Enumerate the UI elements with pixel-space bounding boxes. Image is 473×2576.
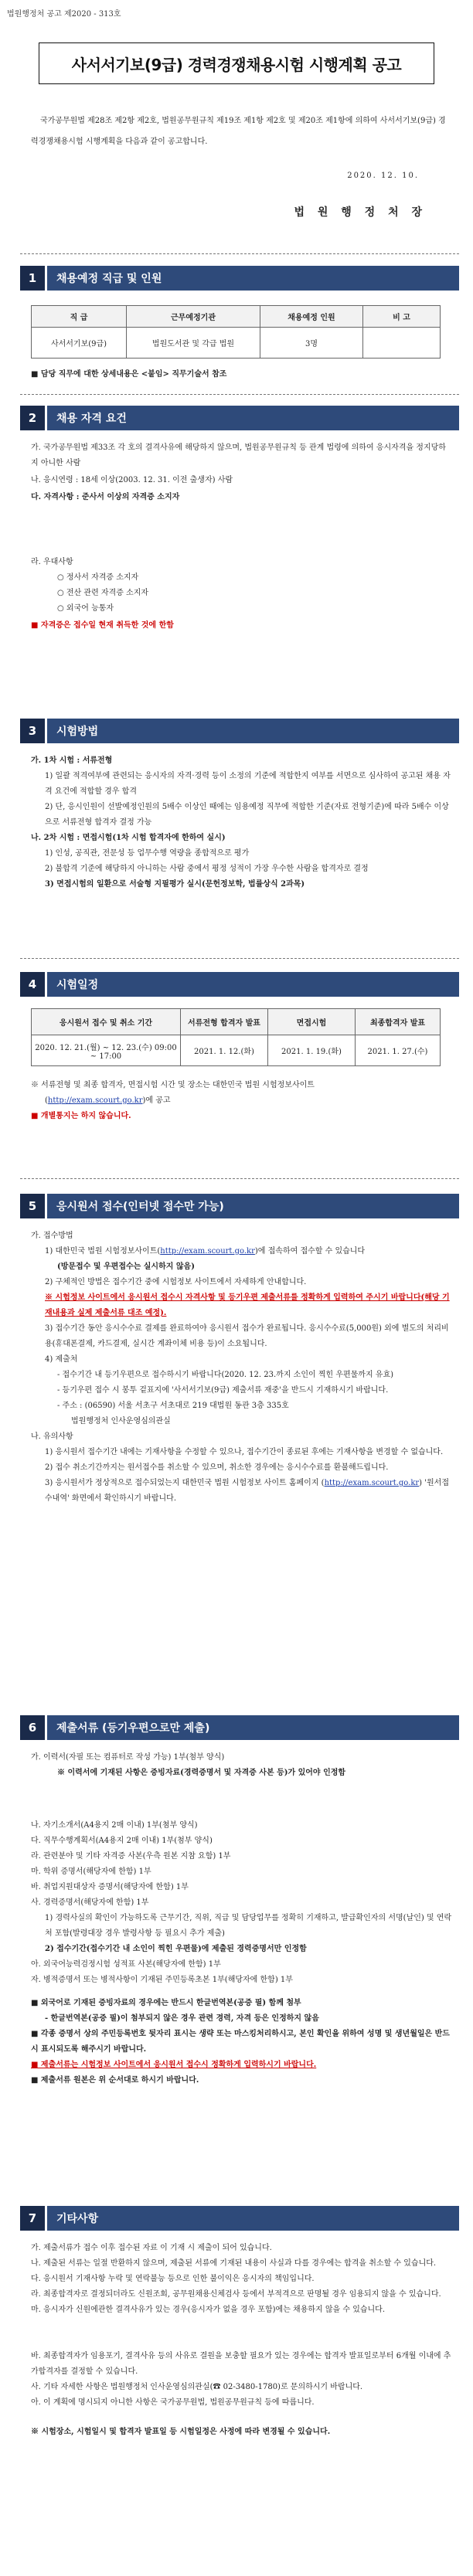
misc-item: 다. 응시원서 기재사항 누락 및 연락불능 등으로 인한 불이익은 응시자의 책임입니다. [31, 2275, 315, 2283]
section-title: 시험일정 [45, 972, 459, 997]
document-item: 가. 이력서(자필 또는 컴퓨터로 작성 가능) 1부(첨부 양식) [31, 1753, 225, 1762]
method-text: 3) 접수기간 동안 응시수수료 결제를 완료하여야 응시원서 접수가 완료됩니다. 응시수수료(5,000원) 외에 별도의 처리비용(휴대폰결제, 카드결제, 실시간 계좌이체 비용 등)이 소요됩니다. [45, 1324, 449, 1348]
method-text: 2) 구체적인 방법은 접수기간 중에 시험정보 사이트에서 자세하게 안내합니다. [45, 1278, 307, 1286]
document-item: 사. 경력증명서(해당자에 한함) 1부 [31, 1898, 149, 1907]
schedule-table [31, 1008, 441, 1066]
misc-item: 마. 응시자가 신원에관한 결격사유가 있는 경우(응시자가 없을 경우 포함)에는 채용하지 않을 수 있습니다. [31, 2306, 386, 2314]
document-item: 마. 학위 증명서(해당자에 한함) 1부 [31, 1867, 151, 1876]
table-cell: 2020. 12. 21.(월) ~ 12. 23.(수) 09:00 ~ 17:00 [32, 1035, 181, 1066]
document-detail: 1) 경력사실의 확인이 가능하도록 근무기간, 직위, 직급 및 담당업무를 정확히 기재하고, 발급확인자의 서명(날인) 및 연락처 포함(발령대장 경우 발령사항 등 필요시 추가 제출) [45, 1914, 452, 1938]
section6-body [31, 1750, 452, 2088]
exam-stage: 가. 1차 시험 : 서류전형 [31, 756, 113, 765]
section-header-7 [20, 2206, 459, 2231]
section-number: 3 [20, 719, 45, 743]
input-warning: ※ 시험정보 사이트에서 응시원서 접수시 자격사항 및 등기우편 제출서류를 정확하게 입력하여 주시기 바랍니다(해당 기재내용과 실제 제출서류 대조 예정). [45, 1293, 450, 1317]
table-header: 채용예정 인원 [260, 306, 363, 328]
table-cell: 사서서기보(9급) [32, 328, 127, 359]
subsection-title: 나. 유의사항 [31, 1432, 73, 1441]
section5-body [31, 1229, 452, 1507]
table-header-row [32, 306, 441, 328]
document-item: 자. 병적증명서 또는 병적사항이 기재된 주민등록초본 1부(해당자에 한함) 1부 [31, 1976, 293, 1984]
section2-body [31, 440, 452, 634]
exam-detail: 1) 일괄 적격여부에 관련되는 응시자의 자격·경력 등이 소정의 기준에 적합한지 여부를 서면으로 심사하여 공고된 채용 자격 요건에 적합할 경우 합격 [45, 772, 451, 796]
divider [20, 253, 459, 254]
section-number: 4 [20, 972, 45, 997]
table-cell: 3명 [260, 328, 363, 359]
section-title: 기타사항 [45, 2206, 459, 2231]
exam-detail: 2) 불합격 기준에 해당하지 아니하는 사람 중에서 평정 성적이 가장 우수한 사람을 합격자로 결정 [45, 865, 369, 873]
issuing-organization: 법 원 행 정 처 장 [294, 206, 427, 219]
section-number: 2 [20, 406, 45, 430]
table-header: 서류전형 합격자 발표 [181, 1009, 268, 1035]
table-header: 최종합격자 발표 [356, 1009, 441, 1035]
section-number: 7 [20, 2206, 45, 2231]
note-tail: )에 공고 [142, 1096, 171, 1105]
final-note: ※ 시험장소, 시험일시 및 합격자 발표일 등 시험일정은 사정에 따라 변경될 수 있습니다. [31, 2428, 331, 2436]
table-cell [363, 328, 441, 359]
submission-office: 법원행정처 인사운영심의관실 [71, 1417, 171, 1426]
section4-notes [31, 1078, 452, 1124]
document-title: 사서서기보(9급) 경력경쟁채용시험 시행계획 공고 [39, 42, 434, 84]
submission-address: - 주소 : (06590) 서울 서초구 서초대로 219 대법원 동관 3층 335호 [57, 1402, 289, 1410]
exam-stage: 나. 2차 시험 : 면접시험(1차 시험 합격자에 한하여 실시) [31, 834, 226, 842]
table-cell: 2021. 1. 19.(화) [268, 1035, 356, 1066]
section-title: 채용예정 직급 및 인원 [45, 266, 459, 291]
table-header: 응시원서 접수 및 취소 기간 [32, 1009, 181, 1035]
section-header-4 [20, 972, 459, 997]
misc-item: 라. 최종합격자로 결정되더라도 신원조회, 공무원채용신체검사 등에서 부적격으로 판명될 경우 임용되지 않을 수 있습니다. [31, 2290, 441, 2299]
no-individual-notice: ■ 개별통지는 하지 않습니다. [31, 1112, 131, 1120]
requirement-item: 라. 우대사항 [31, 558, 73, 566]
method-text: )에 접속하여 접수할 수 있습니다 [254, 1247, 366, 1256]
caution-item: ) '원서접수내역' 화면에서 확인하시기 바랍니다. [45, 1479, 449, 1503]
divider [20, 1178, 459, 1179]
misc-item: 아. 이 계획에 명시되지 아니한 사항은 국가공무원법, 법원공무원규칙 등에 따릅니다. [31, 2398, 315, 2407]
method-text: 4) 제출처 [45, 1355, 78, 1364]
caution-item: 2) 접수 취소기간까지는 원서접수를 취소할 수 있으며, 취소한 경우에는 응시수수료를 환불해드립니다. [45, 1463, 389, 1472]
section7-body [31, 2241, 452, 2440]
table-cell: 2021. 1. 27.(수) [356, 1035, 441, 1066]
document-item: 라. 관련분야 및 기타 자격증 사본(우측 원본 지참 요함) 1부 [31, 1852, 231, 1861]
submission-detail: - 접수기간 내 등기우편으로 접수하시기 바랍니다(2020. 12. 23.까지 소인이 찍힌 우편물까지 유효) [57, 1371, 394, 1379]
section-title: 제출서류 (등기우편으로만 제출) [45, 1715, 459, 1740]
exam-detail: 3) 면접시험의 일환으로 서술형 지필평가 실시(문헌정보학, 법률상식 2과목) [45, 880, 305, 889]
section2-note: ■ 자격증은 접수일 현재 취득한 것에 한함 [31, 621, 174, 630]
section-header-3 [20, 719, 459, 743]
method-text: 1) 대한민국 법원 시험정보사이트( [45, 1247, 161, 1256]
document-detail: 2) 접수기간(접수기간 내 소인이 찍힌 우편물)에 제출된 경력증명서만 인정함 [45, 1945, 307, 1953]
method-note: (방문접수 및 우편접수는 실시하지 않음) [57, 1263, 195, 1271]
misc-item: 가. 제출서류가 접수 이후 접수된 자료 이 기재 시 제출이 되어 있습니다. [31, 2244, 272, 2252]
section-number: 6 [20, 1715, 45, 1740]
positions-table [31, 305, 441, 359]
announcement-number: 법원행정처 공고 제2020 - 313호 [7, 10, 121, 19]
table-row [32, 1035, 441, 1066]
section3-body [31, 753, 452, 892]
section-header-6 [20, 1715, 459, 1740]
divider [20, 394, 459, 395]
section-header-2 [20, 406, 459, 430]
exam-detail: 1) 인성, 공직관, 전문성 등 업무수행 역량을 종합적으로 평가 [45, 849, 250, 858]
document-note: ※ 이력서에 기재된 사항은 증빙자료(경력증명서 및 자격증 사본 등)가 있어야 인정함 [57, 1769, 346, 1777]
requirement-item: 다. 자격사항 : 준사서 이상의 자격증 소지자 [31, 493, 180, 501]
preference-item: ○ 정사서 자격증 소지자 [57, 573, 139, 582]
requirement-item: 가. 국가공무원법 제33조 각 호의 결격사유에 해당하지 않으며, 법원공무원규칙 등 관계 법령에 의하여 응시자격을 정지당하지 아니한 사람 [31, 443, 446, 467]
schedule-note: ※ 서류전형 및 최종 합격자, 면접시험 시간 및 장소는 대한민국 법원 시험정보사이트 [31, 1081, 315, 1089]
document-item: 나. 자기소개서(A4용지 2매 이내) 1부(첨부 양식) [31, 1821, 198, 1830]
misc-item: 사. 기타 자세한 사항은 법원행정처 인사운영심의관실(☎ 02-3480-1780)로 문의하시기 바랍니다. [31, 2383, 363, 2391]
announcement-date: 2020. 12. 10. [347, 172, 419, 180]
document-notice: ■ 제출서류 원본은 위 순서대로 하시기 바랍니다. [31, 2076, 199, 2085]
requirement-item: 나. 응시연령 : 18세 이상(2003. 12. 31. 이전 출생자) 사람 [31, 476, 233, 484]
document-item: 다. 직무수행계획서(A4용지 2매 이내) 1부(첨부 양식) [31, 1837, 213, 1845]
table-header: 비 고 [363, 306, 441, 328]
preference-item: ○ 외국어 능통자 [57, 604, 114, 613]
paren: ( [45, 1096, 48, 1105]
section-header-1 [20, 266, 459, 291]
subsection-title: 가. 접수방법 [31, 1232, 73, 1240]
document-item: 아. 외국어능력검정시험 성적표 사본(해당자에 한함) 1부 [31, 1960, 221, 1969]
section-title: 시험방법 [45, 719, 459, 743]
section-number: 5 [20, 1194, 45, 1218]
divider [20, 958, 459, 959]
exam-site-link[interactable]: http://exam.scourt.go.kr [160, 1247, 255, 1256]
table-header: 근무예정기관 [127, 306, 260, 328]
table-header-row [32, 1009, 441, 1035]
intro-paragraph: 국가공무원법 제28조 제2항 제2호, 법원공무원규칙 제19조 제1항 제2호 및 제20조 제1항에 의하여 사서서기보(9급) 경력경쟁채용시험 시행계획을 다음과 같이 공고합니다. [31, 117, 446, 146]
table-cell: 2021. 1. 12.(화) [181, 1035, 268, 1066]
document-notice: ■ 각종 증명서 상의 주민등록번호 뒷자리 표시는 생략 또는 마스킹처리하시고, 본인 확인을 위하여 성명 및 생년월일은 반드시 표시되도록 해주시기 바랍니다. [31, 2030, 450, 2054]
section-title: 채용 자격 요건 [45, 406, 459, 430]
table-header: 면접시험 [268, 1009, 356, 1035]
document-notice: ■ 외국어로 기재된 증빙자료의 경우에는 반드시 한글번역본(공증 필) 함께 첨부 [31, 1999, 301, 2007]
document-warning: ■ 제출서류는 시험정보 사이트에서 응시원서 접수시 정확하게 입력하시기 바랍니다. [31, 2061, 317, 2069]
table-header: 직 급 [32, 306, 127, 328]
document-notice: - 한글번역본(공증 필)이 첨부되지 않은 경우 관련 경력, 자격 등은 인정하지 않음 [45, 2014, 319, 2023]
submission-detail: - 등기우편 접수 시 봉투 겉표지에 '사서서기보(9급) 제출서류 재중'을 반드시 기재하시기 바랍니다. [57, 1386, 389, 1395]
table-cell: 법원도서관 및 각급 법원 [127, 328, 260, 359]
misc-item: 바. 최종합격자가 임용포기, 결격사유 등의 사유로 결원을 보충할 필요가 있는 경우에는 합격자 발표일로부터 6개월 이내에 추가합격자를 결정할 수 있습니다. [31, 2352, 451, 2376]
section-number: 1 [20, 266, 45, 291]
preference-item: ○ 전산 관련 자격증 소지자 [57, 589, 149, 597]
exam-site-link[interactable]: http://exam.scourt.go.kr [47, 1096, 143, 1105]
table-row [32, 328, 441, 359]
misc-item: 나. 제출된 서류는 일절 반환하지 않으며, 제출된 서류에 기재된 내용이 사실과 다를 경우에는 합격을 취소할 수 있습니다. [31, 2259, 437, 2268]
exam-site-link[interactable]: http://exam.scourt.go.kr [324, 1479, 420, 1487]
section-header-5 [20, 1194, 459, 1218]
caution-item: 1) 응시원서 접수기간 내에는 기재사항을 수정할 수 있으나, 접수기간이 종료된 후에는 기재사항을 변경할 수 없습니다. [45, 1448, 444, 1456]
document-item: 바. 취업지원대상자 증명서(해당자에 한함) 1부 [31, 1883, 189, 1891]
caution-item: 3) 응시원서가 정상적으로 접수되었는지 대한민국 법원 시험정보 사이트 홈페이지 ( [45, 1479, 325, 1487]
section1-note: ■ 담당 직무에 대한 상세내용은 <붙임> 직무기술서 참조 [31, 370, 227, 379]
exam-detail: 2) 단, 응시인원이 선발예정인원의 5배수 이상인 때에는 임용예정 직무에 적합한 기준(자료 전형기준)에 따라 5배수 이상으로 서류전형 합격자 결정 가능 [45, 803, 449, 827]
section-title: 응시원서 접수(인터넷 접수만 가능) [45, 1194, 459, 1218]
